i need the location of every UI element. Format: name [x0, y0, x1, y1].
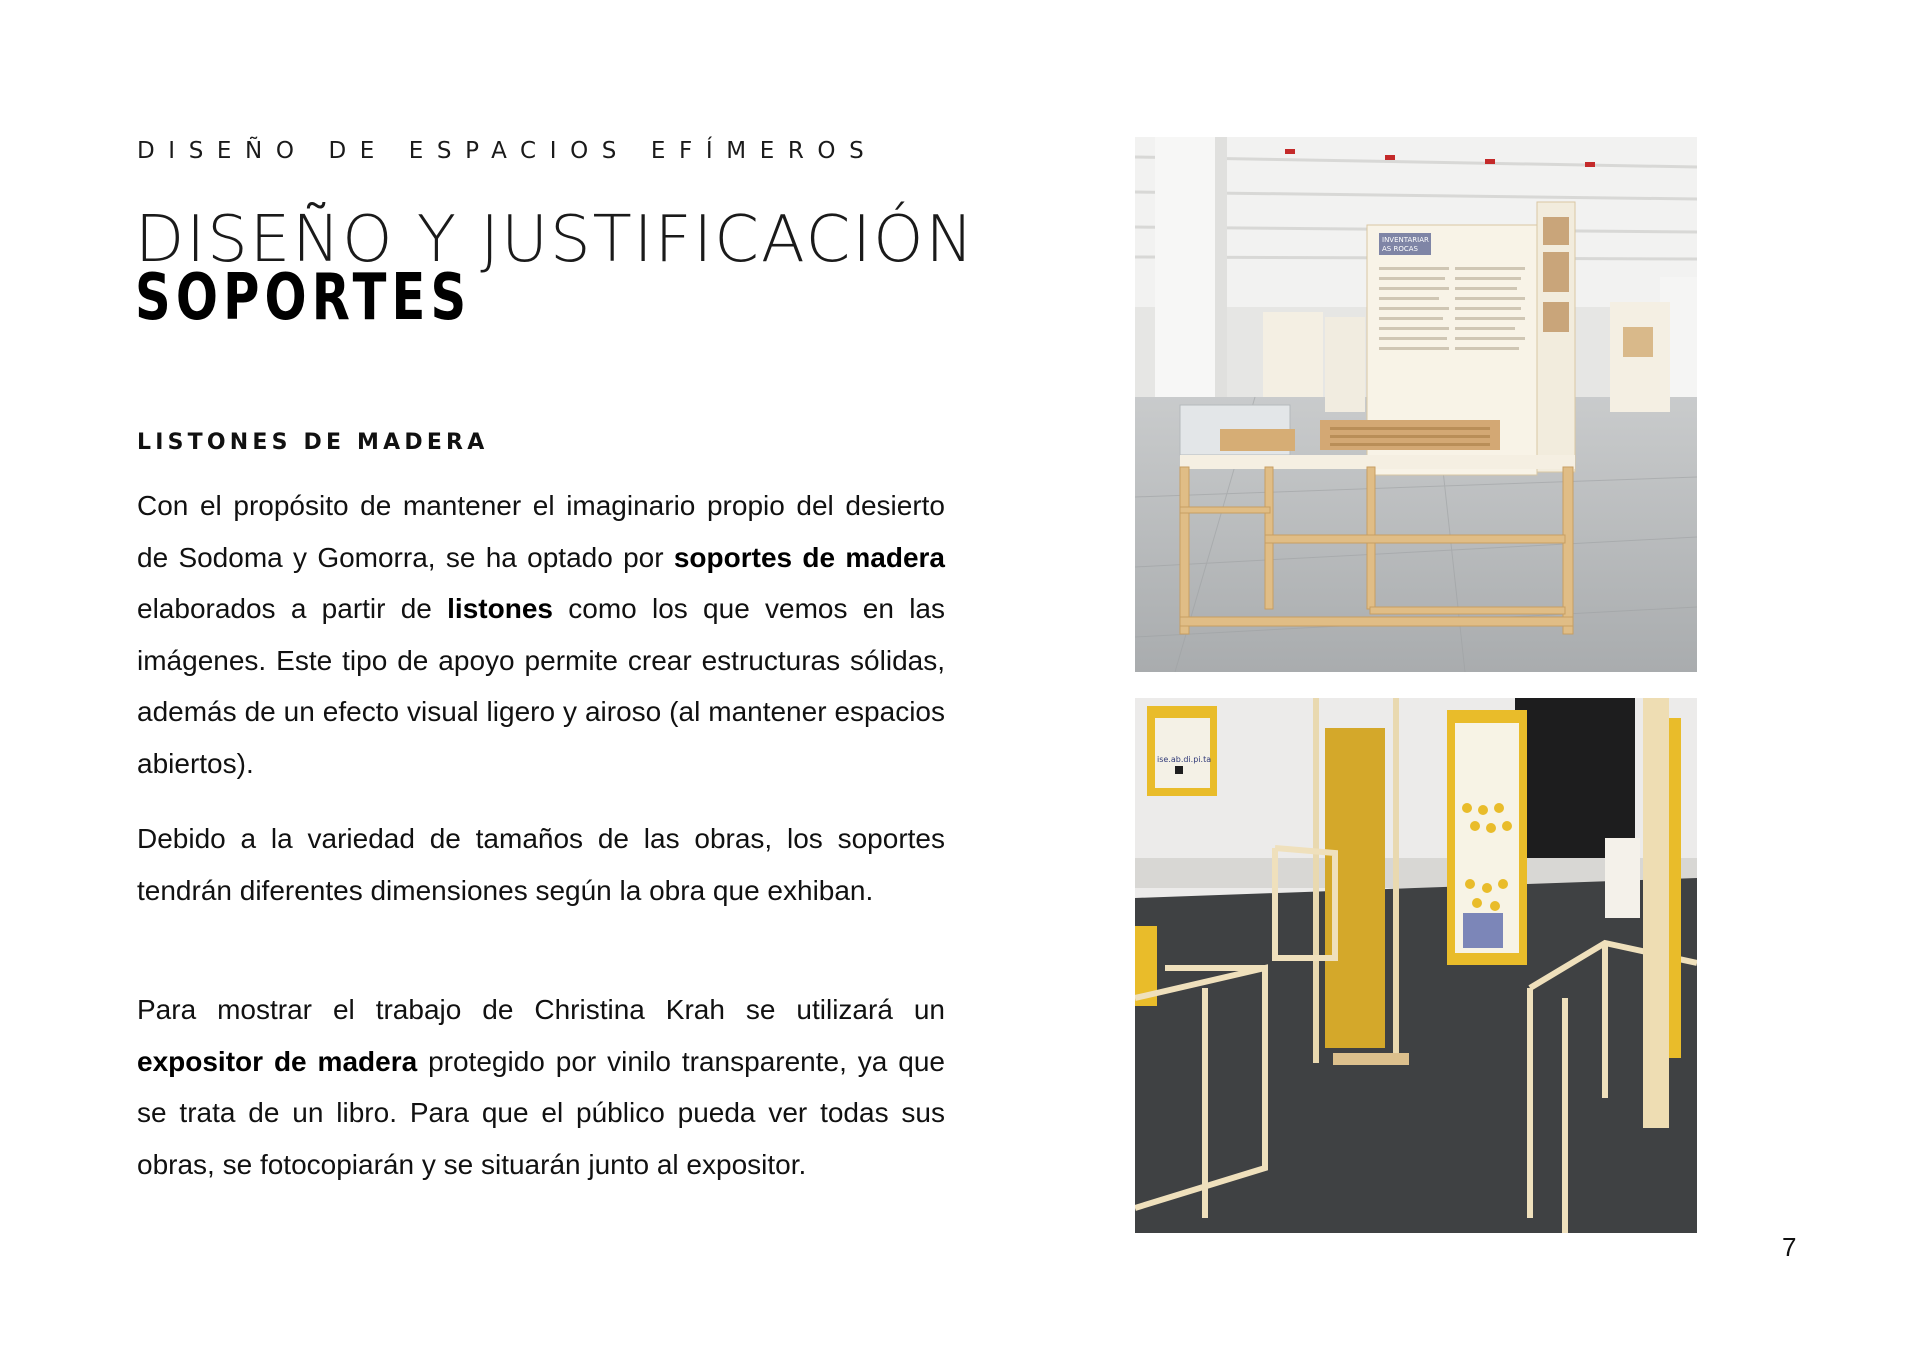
photo-wooden-frame-supports-graphic — [1135, 698, 1697, 1233]
emphasis-text: soportes de madera — [673, 541, 945, 573]
panel-heading-line2: AS ROCAS — [1382, 245, 1418, 253]
photo-wooden-table-support-graphic — [1135, 137, 1697, 672]
paragraph-text: como los que vemos en las imágenes. Este tipo de apoyo permite crear estructuras sólidas, además de un efecto visual ligero y airoso (al mantener espacios abiertos). — [137, 593, 945, 779]
paragraph-text: Con el propósito de mantener el imaginario propio del desierto de Sodoma y Gomorra, se ha optado por — [137, 490, 945, 573]
body-paragraph-1 — [137, 480, 945, 789]
photo-wooden-table-support — [1135, 137, 1697, 672]
paragraph-text: protegido por vinilo transparente, ya que se trata de un libro. Para que el público pueda ver todas sus obras, se fotocopiarán y se situarán junto al expositor. — [137, 1045, 945, 1180]
paragraph-text: Debido a la variedad de tamaños de las obras, los soportes tendrán diferentes dimensiones según la obra que exhiban. — [137, 823, 945, 906]
poster-text: ise.ab.di.pi.ta — [1157, 755, 1212, 764]
page-title: DISEÑO Y JUSTIFICACIÓN — [135, 203, 976, 277]
page-number: 7 — [1782, 1232, 1797, 1262]
page-title-bold: SOPORTES — [135, 261, 472, 335]
paragraph-text: elaborados a partir de — [137, 593, 448, 624]
section-kicker: DISEÑO DE ESPACIOS EFÍMEROS — [137, 138, 878, 164]
emphasis-text: expositor de madera — [137, 1045, 418, 1077]
panel-heading-line1: INVENTARIAR — [1382, 236, 1429, 244]
body-paragraph-3 — [137, 984, 945, 1190]
section-subheading: LISTONES DE MADERA — [137, 430, 489, 455]
photo-wooden-frame-supports — [1135, 698, 1697, 1233]
body-paragraph-2 — [137, 813, 945, 916]
paragraph-text: Para mostrar el trabajo de Christina Krah se utilizará un — [137, 994, 945, 1025]
emphasis-text: listones — [447, 593, 553, 624]
